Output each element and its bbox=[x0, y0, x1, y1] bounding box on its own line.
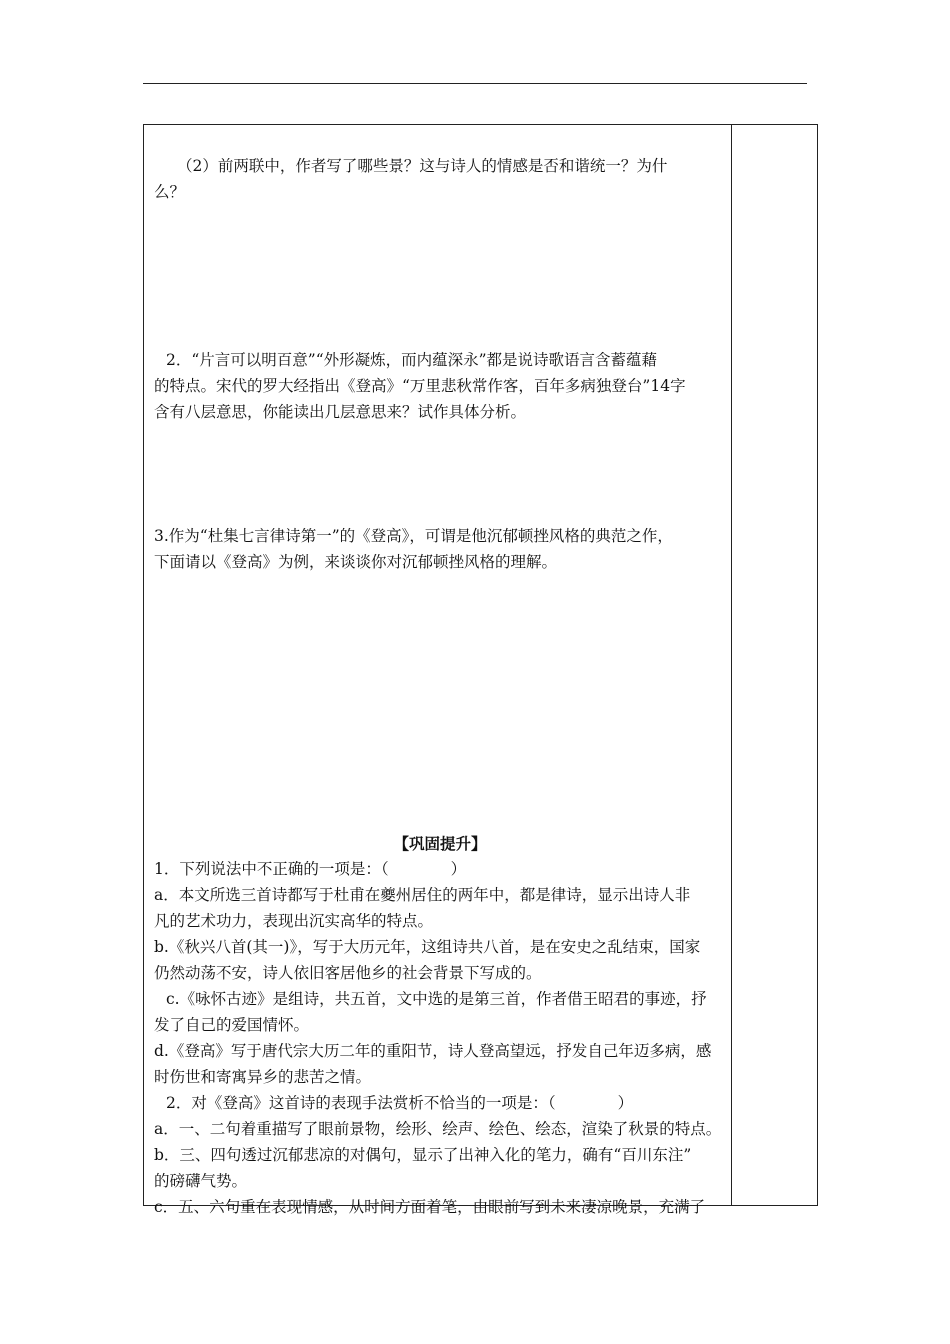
question-1-2 bbox=[154, 153, 726, 205]
exercise-1-option-a: 凡的艺术功力，表现出沉实高华的特点。 bbox=[154, 912, 434, 930]
exercise-1-stem: 1．下列说法中不正确的一项是：（ ） bbox=[154, 860, 467, 878]
exercise-1-option-d: 时伤世和寄寓异乡的悲苦之情。 bbox=[154, 1068, 372, 1086]
question-2-line: 含有八层意思，你能读出几层意思来？试作具体分析。 bbox=[154, 403, 527, 421]
exercise-2-option-a: a．一、二句着重描写了眼前景物，绘形、绘声、绘色、绘态，渲染了秋景的特点。 bbox=[154, 1120, 722, 1138]
exercise-1 bbox=[154, 856, 726, 1220]
exercise-1-option-b: b.《秋兴八首(其一)》，写于大历元年，这组诗共八首，是在安史之乱结束，国家 bbox=[154, 938, 701, 956]
question-3 bbox=[154, 523, 726, 575]
question-1-2-line: （2）前两联中，作者写了哪些景？这与诗人的情感是否和谐统一？为什 bbox=[177, 157, 668, 175]
exercise-1-option-c: c.《咏怀古迹》是组诗，共五首，文中选的是第三首，作者借王昭君的事迹，抒 bbox=[166, 990, 707, 1008]
exercise-2-stem: 2．对《登高》这首诗的表现手法赏析不恰当的一项是：（ ） bbox=[166, 1094, 634, 1112]
notes-column-divider bbox=[731, 125, 732, 1205]
exercise-1-option-c: 发了自己的爱国情怀。 bbox=[154, 1016, 310, 1034]
main-content-cell bbox=[154, 125, 726, 1216]
question-2-line: 2．“片言可以明百意”“外形凝炼，而内蕴深永”都是说诗歌语言含蓄蕴藉 bbox=[166, 351, 658, 369]
question-2 bbox=[154, 347, 726, 425]
question-3-line: 下面请以《登高》为例，来谈谈你对沉郁顿挫风格的理解。 bbox=[154, 553, 558, 571]
header-rule bbox=[143, 83, 807, 84]
section-heading: 【巩固提升】 bbox=[393, 834, 487, 853]
worksheet-table bbox=[143, 124, 818, 1216]
exercise-1-option-b: 仍然动荡不安，诗人依旧客居他乡的社会背景下写成的。 bbox=[154, 964, 542, 982]
question-2-line: 的特点。宋代的罗大经指出《登高》“万里悲秋常作客，百年多病独登台”14字 bbox=[154, 377, 686, 395]
exercise-1-option-a: a．本文所选三首诗都写于杜甫在夔州居住的两年中，都是律诗，显示出诗人非 bbox=[154, 886, 691, 904]
exercise-2-option-c: c．五、六句重在表现情感，从时间方面着笔，由眼前写到未来凄凉晚景，充满了 bbox=[154, 1198, 706, 1216]
exercise-2-option-b: 的磅礴气势。 bbox=[154, 1172, 248, 1190]
question-1-2-line: 么？ bbox=[154, 183, 186, 201]
exercise-2-option-b: b．三、四句透过沉郁悲凉的对偶句，显示了出神入化的笔力，确有“百川东注” bbox=[154, 1146, 692, 1164]
question-3-line: 3.作为“杜集七言律诗第一”的《登高》，可谓是他沉郁顿挫风格的典范之作， bbox=[154, 527, 673, 545]
exercise-1-option-d: d.《登高》写于唐代宗大历二年的重阳节，诗人登高望远，抒发自己年迈多病，感 bbox=[154, 1042, 712, 1060]
